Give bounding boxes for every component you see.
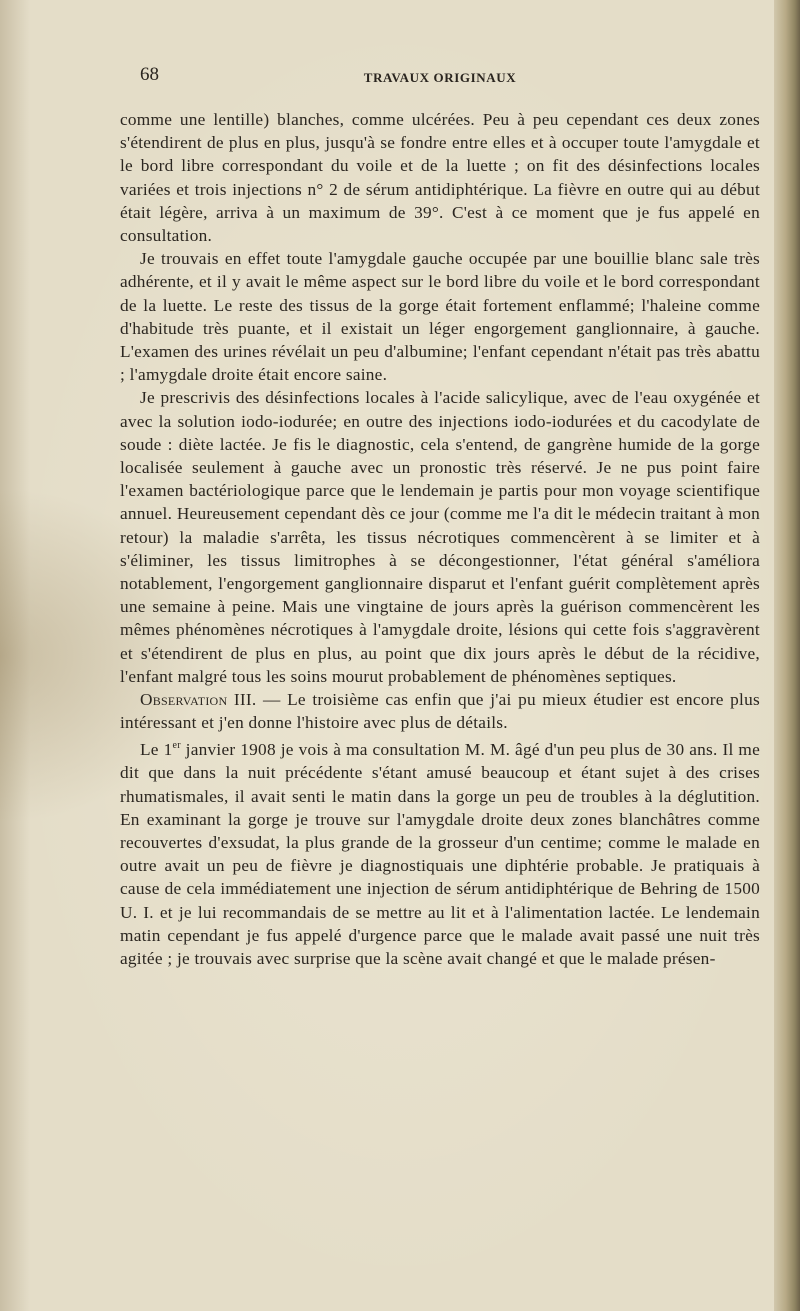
running-title: TRAVAUX ORIGINAUX <box>363 70 517 85</box>
date-superscript: er <box>172 740 181 752</box>
page-right-edge <box>774 0 800 1311</box>
paragraph-2: Je trouvais en effet toute l'amygdale gauche occupée par une bouillie blanc sale très adhérente, et il y avait le même aspect sur le bord libre du voile et le bord correspondant de la luette. Le reste des tissus de la gorge était fortement enflammé; l'haleine comme d'habitude très puante, et il existait un léger engorgement ganglionnaire, à gauche. L'examen des urines révélait un peu d'albumine; l'enfant cependant n'était pas très abattu ; l'amygdale droite était encore saine. <box>120 249 760 385</box>
date-prefix: Le 1 <box>140 740 173 760</box>
page-number: 68 <box>140 64 159 85</box>
last-paragraph-text: janvier 1908 je vois à ma consultation M. M. âgé d'un peu plus de 30 ans. Il me dit que dans la nuit précédente s'étant amusé beaucoup et étant sujet à des crises rhumatismales, il avait senti le matin dans la gorge un peu de troubles à la déglutition. En examinant la gorge je trouve sur l'amygdale droite deux zones blanchâtres comme recouvertes d'exsudat, la plus grande de la grosseur d'un centime; comme le malade en outre avait un peu de fièvre je diagnostiquais une diphtérie probable. Je pratiquais à cause de cela immédiatement une injection de sérum antidiphtérique de Behring de 1500 U. I. et je lui recommandais de se mettre au lit et à l'alimentation lactée. Le lendemain matin cependant je fus appelé d'urgence parce que le malade avait passé une nuit très agitée ; je trouvais avec surprise que la scène avait changé et que le malade présen- <box>120 740 760 969</box>
observation-text: — Le troisième cas enfin que j'ai pu mieux étudier est encore plus intéressant et j'en donne l'histoire avec plus de détails. <box>120 690 760 733</box>
observation-paragraph <box>120 688 760 734</box>
paragraph-1: comme une lentille) blanches, comme ulcérées. Peu à peu cependant ces deux zones s'étendirent de plus en plus, jusqu'à se fondre entre elles et à occuper toute l'amygdale et le bord libre correspondant du voile et de la luette ; on fit des désinfections locales variées et trois injections n° 2 de sérum antidiphtérique. La fièvre en outre qui au début était légère, arriva à un maximum de 39°. C'est à ce moment que je fus appelé en consultation. <box>120 110 760 246</box>
page-left-shadow <box>0 0 30 1311</box>
paragraph-3: Je prescrivis des désinfections locales à l'acide salicylique, avec de l'eau oxygénée et avec la solution iodo-iodurée; en outre des injections iodo-iodurées et du cacodylate de soude : diète lactée. Je fis le diagnostic, cela s'entend, de gangrène humide de la gorge localisée seulement à gauche avec un pronostic très réservé. Je ne pus point faire l'examen bactériologique parce que le lendemain je partis pour mon voyage scientifique annuel. Heureusement cependant dès ce jour (comme me l'a dit le médecin traitant à mon retour) la maladie s'arrêta, les tissus nécrotiques commencèrent à se limiter et à s'éliminer, les tissus limitrophes à se décongestionner, l'état général s'améliora notablement, l'engorgement ganglionnaire disparut et l'enfant guérit complètement après une semaine à peine. Mais une vingtaine de jours après la guérison commencèrent les mêmes phénomènes nécrotiques à l'amygdale droite, lésions qui cette fois s'aggravèrent et s'étendirent de plus en plus, au point que dix jours après le début de la récidive, l'enfant malgré tous les soins mourut probablement de phénomènes septiques. <box>120 388 760 686</box>
paragraph-last <box>120 734 760 970</box>
page-header <box>120 62 760 94</box>
observation-label: Observation III. <box>140 690 257 710</box>
body-text <box>120 108 760 970</box>
